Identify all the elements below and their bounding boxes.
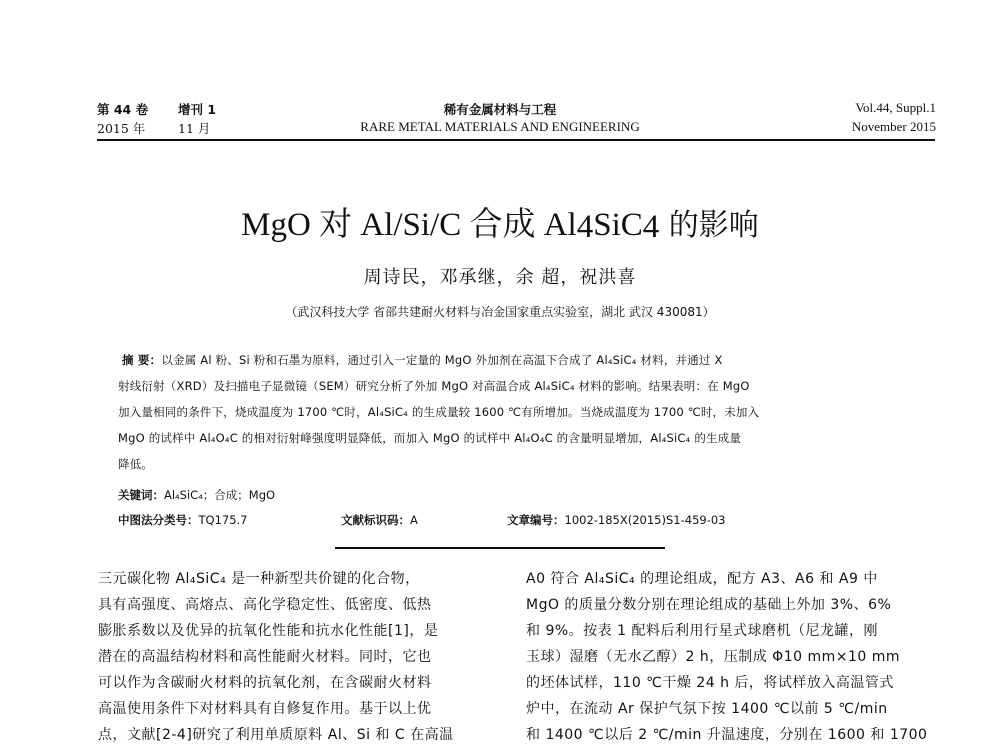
body-right-line-7: 和 1400 ℃以后 2 ℃/min 升温速度，分别在 1600 和 1700 bbox=[526, 727, 928, 743]
body-right-line-3: 和 9%。按表 1 配料后利用行星式球磨机（尼龙罐，刚 bbox=[526, 623, 878, 639]
body-left-line-2: 具有高强度、高熔点、高化学稳定性、低密度、低热 bbox=[98, 597, 432, 613]
abstract-line-4: MgO 的试样中 Al₄O₄C 的相对衍射峰强度明显降低，而加入 MgO 的试样中 Al₄O₄C 的含量明显增加，Al₄SiC₄ 的生成量 bbox=[118, 431, 742, 445]
year-cn: 2015 年 bbox=[97, 121, 146, 136]
abstract-line-3: 加入量相同的条件下，烧成温度为 1700 ℃时，Al₄SiC₄ 的生成量较 1600 ℃有所增加。当烧成温度为 1700 ℃时，未加入 bbox=[118, 405, 760, 419]
document-code: 文献标识码：A bbox=[341, 513, 418, 527]
author-list: 周诗民，邓承继，余 超，祝洪喜 bbox=[363, 267, 637, 288]
month-cn: 11 月 bbox=[178, 121, 211, 136]
abstract-line-1: 摘 要：以金属 Al 粉、Si 粉和石墨为原料，通过引入一定量的 MgO 外加剂在高温下合成了 Al₄SiC₄ 材料，并通过 X bbox=[122, 353, 723, 367]
date-en: November 2015 bbox=[851, 119, 936, 134]
body-left-line-3: 膨胀系数以及优异的抗氧化性能和抗水化性能[1]，是 bbox=[98, 623, 439, 639]
volume-cn: 第 44 卷 bbox=[97, 102, 149, 117]
abstract-line-5: 降低。 bbox=[118, 457, 154, 471]
affiliation: （武汉科技大学 省部共建耐火材料与冶金国家重点实验室，湖北 武汉 430081） bbox=[285, 305, 715, 319]
abstract-rule bbox=[335, 547, 665, 549]
body-left-line-5: 可以作为含碳耐火材料的抗氧化剂，在含碳耐火材料 bbox=[98, 675, 432, 691]
article-number: 文章编号：1002-185X(2015)S1-459-03 bbox=[507, 513, 726, 527]
paper-title: MgO 对 Al/Si/C 合成 $Al_4SiC_4$ 的影响 bbox=[241, 207, 759, 245]
body-left-line-7: 点，文献[2-4]研究了利用单质原料 Al、Si 和 C 在高温 bbox=[98, 727, 454, 743]
body-left-line-6: 高温使用条件下对材料具有自修复作用。基于以上优 bbox=[98, 701, 432, 717]
abstract-label: 摘 要： bbox=[122, 353, 162, 367]
journal-title-en: RARE METAL MATERIALS AND ENGINEERING bbox=[360, 119, 640, 134]
volume-en: Vol.44, Suppl.1 bbox=[855, 100, 936, 115]
abstract-line-2: 射线衍射（XRD）及扫描电子显微镜（SEM）研究分析了外加 MgO 对高温合成 Al₄SiC₄ 材料的影响。结果表明：在 MgO bbox=[118, 379, 750, 393]
supplement-cn: 增刊 1 bbox=[178, 102, 217, 117]
body-right-line-4: 玉球）湿磨（无水乙醇）2 h，压制成 Φ10 mm×10 mm bbox=[526, 649, 901, 665]
clc-number: 中图法分类号：TQ175.7 bbox=[118, 513, 248, 527]
journal-title-cn: 稀有金属材料与工程 bbox=[443, 102, 557, 117]
body-right-line-1: A0 符合 Al₄SiC₄ 的理论组成，配方 A3、A6 和 A9 中 bbox=[526, 571, 878, 587]
body-right-line-2: MgO 的质量分数分别在理论组成的基础上外加 3%、6% bbox=[526, 597, 892, 613]
header-rule bbox=[97, 139, 935, 141]
body-left-line-1: 三元碳化物 Al₄SiC₄ 是一种新型共价键的化合物， bbox=[98, 571, 420, 587]
body-left-line-4: 潜在的高温结构材料和高性能耐火材料。同时，它也 bbox=[98, 649, 432, 665]
body-right-line-6: 炉中，在流动 Ar 保护气氛下按 1400 ℃以前 5 ℃/min bbox=[526, 701, 888, 717]
body-right-line-5: 的坯体试样，110 ℃干燥 24 h 后，将试样放入高温管式 bbox=[526, 675, 894, 691]
keywords: 关键词：Al₄SiC₄；合成；MgO bbox=[118, 488, 276, 502]
